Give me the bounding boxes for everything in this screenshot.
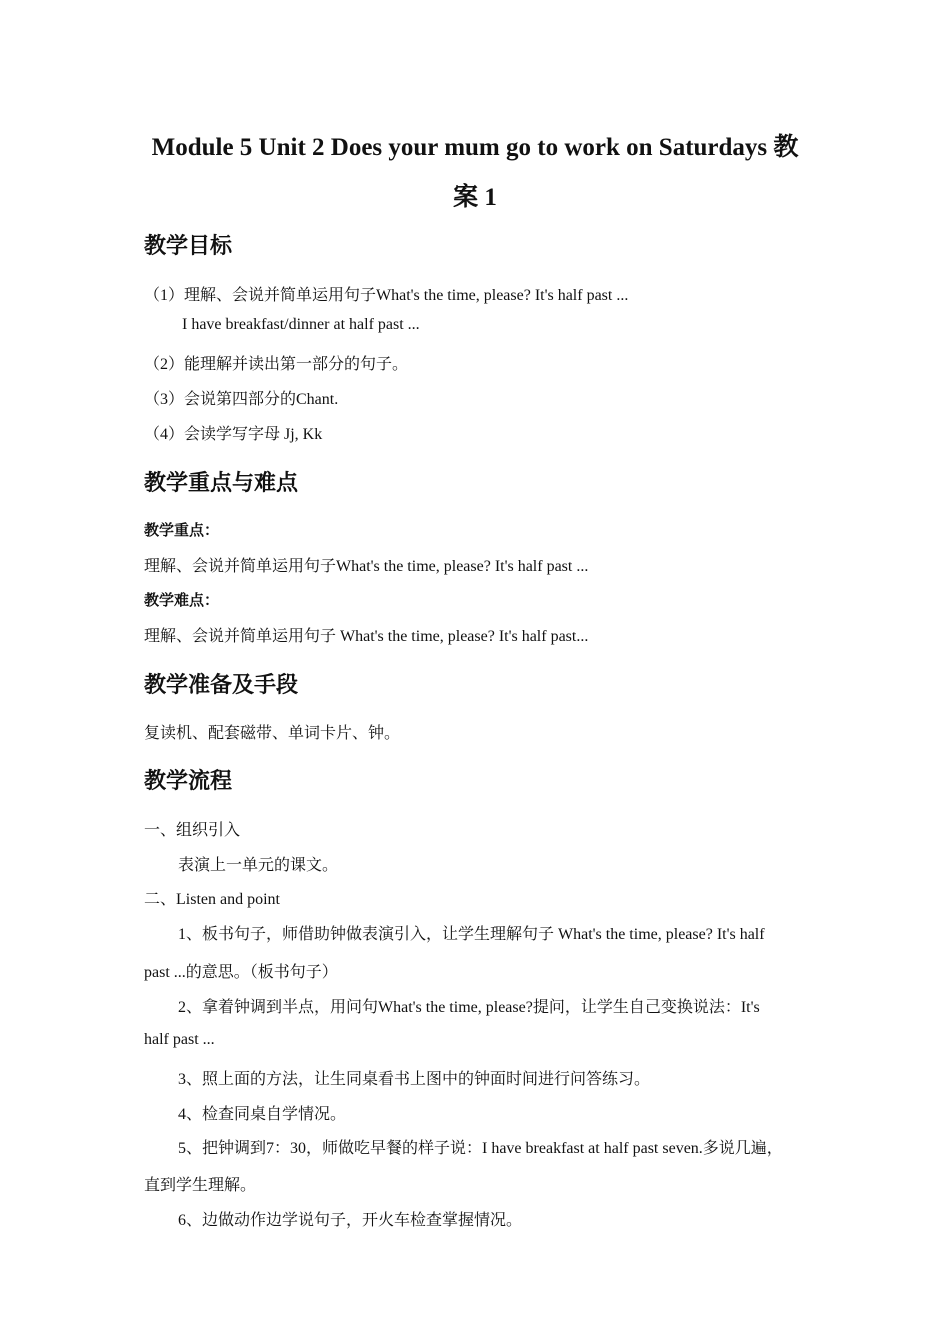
key-points-label: 教学重点：	[144, 523, 220, 539]
flow-step-1: 一、组织引入	[144, 822, 241, 839]
flow-line: 1、板书句子，师借助钟做表演引入，让学生理解句子 What's the time, please? It's half	[178, 926, 765, 943]
flow-line: 5、把钟调到7：30，师做吃早餐的样子说：I have breakfast at half past seven.多说几遍，	[178, 1140, 783, 1157]
heading-teaching-goals: 教学目标	[144, 233, 233, 258]
goal-item-4: （4）会读学写字母 Jj, Kk	[144, 426, 323, 443]
flow-step-2: 二、Listen and point	[144, 891, 280, 908]
goal-item-2: （2）能理解并读出第一部分的句子。	[144, 356, 409, 373]
doc-title-line-2: 案 1	[453, 184, 497, 211]
flow-line: 直到学生理解。	[144, 1177, 257, 1194]
difficulty-label: 教学难点：	[144, 593, 220, 609]
goal-item-1: （1）理解、会说并简单运用句子What's the time, please? It's half past ...	[144, 287, 629, 304]
flow-line: 2、拿着钟调到半点，用问句What's the time, please?提问，让学生自己变换说法：It's	[178, 999, 760, 1016]
flow-line: 3、照上面的方法，让生同桌看书上图中的钟面时间进行问答练习。	[178, 1071, 651, 1088]
doc-title-line-1: Module 5 Unit 2 Does your mum go to work on Saturdays 教	[151, 134, 799, 161]
flow-step-1-text: 表演上一单元的课文。	[178, 857, 339, 874]
flow-line: 6、边做动作边学说句子，开火车检查掌握情况。	[178, 1212, 523, 1229]
flow-line: half past ...	[144, 1031, 215, 1048]
heading-teaching-flow: 教学流程	[144, 768, 233, 793]
heading-key-points: 教学重点与难点	[144, 470, 299, 495]
difficulty-text: 理解、会说并简单运用句子 What's the time, please? It's half past...	[144, 628, 589, 645]
goal-item-1-cont: I have breakfast/dinner at half past ...	[182, 316, 420, 333]
goal-item-3: （3）会说第四部分的Chant.	[144, 391, 339, 408]
flow-line: past ...的意思。（板书句子）	[144, 964, 338, 981]
heading-preparation: 教学准备及手段	[144, 672, 299, 697]
preparation-text: 复读机、配套磁带、单词卡片、钟。	[144, 725, 401, 742]
flow-line: 4、检查同桌自学情况。	[178, 1106, 347, 1123]
key-points-text: 理解、会说并简单运用句子What's the time, please? It's half past ...	[144, 558, 589, 575]
